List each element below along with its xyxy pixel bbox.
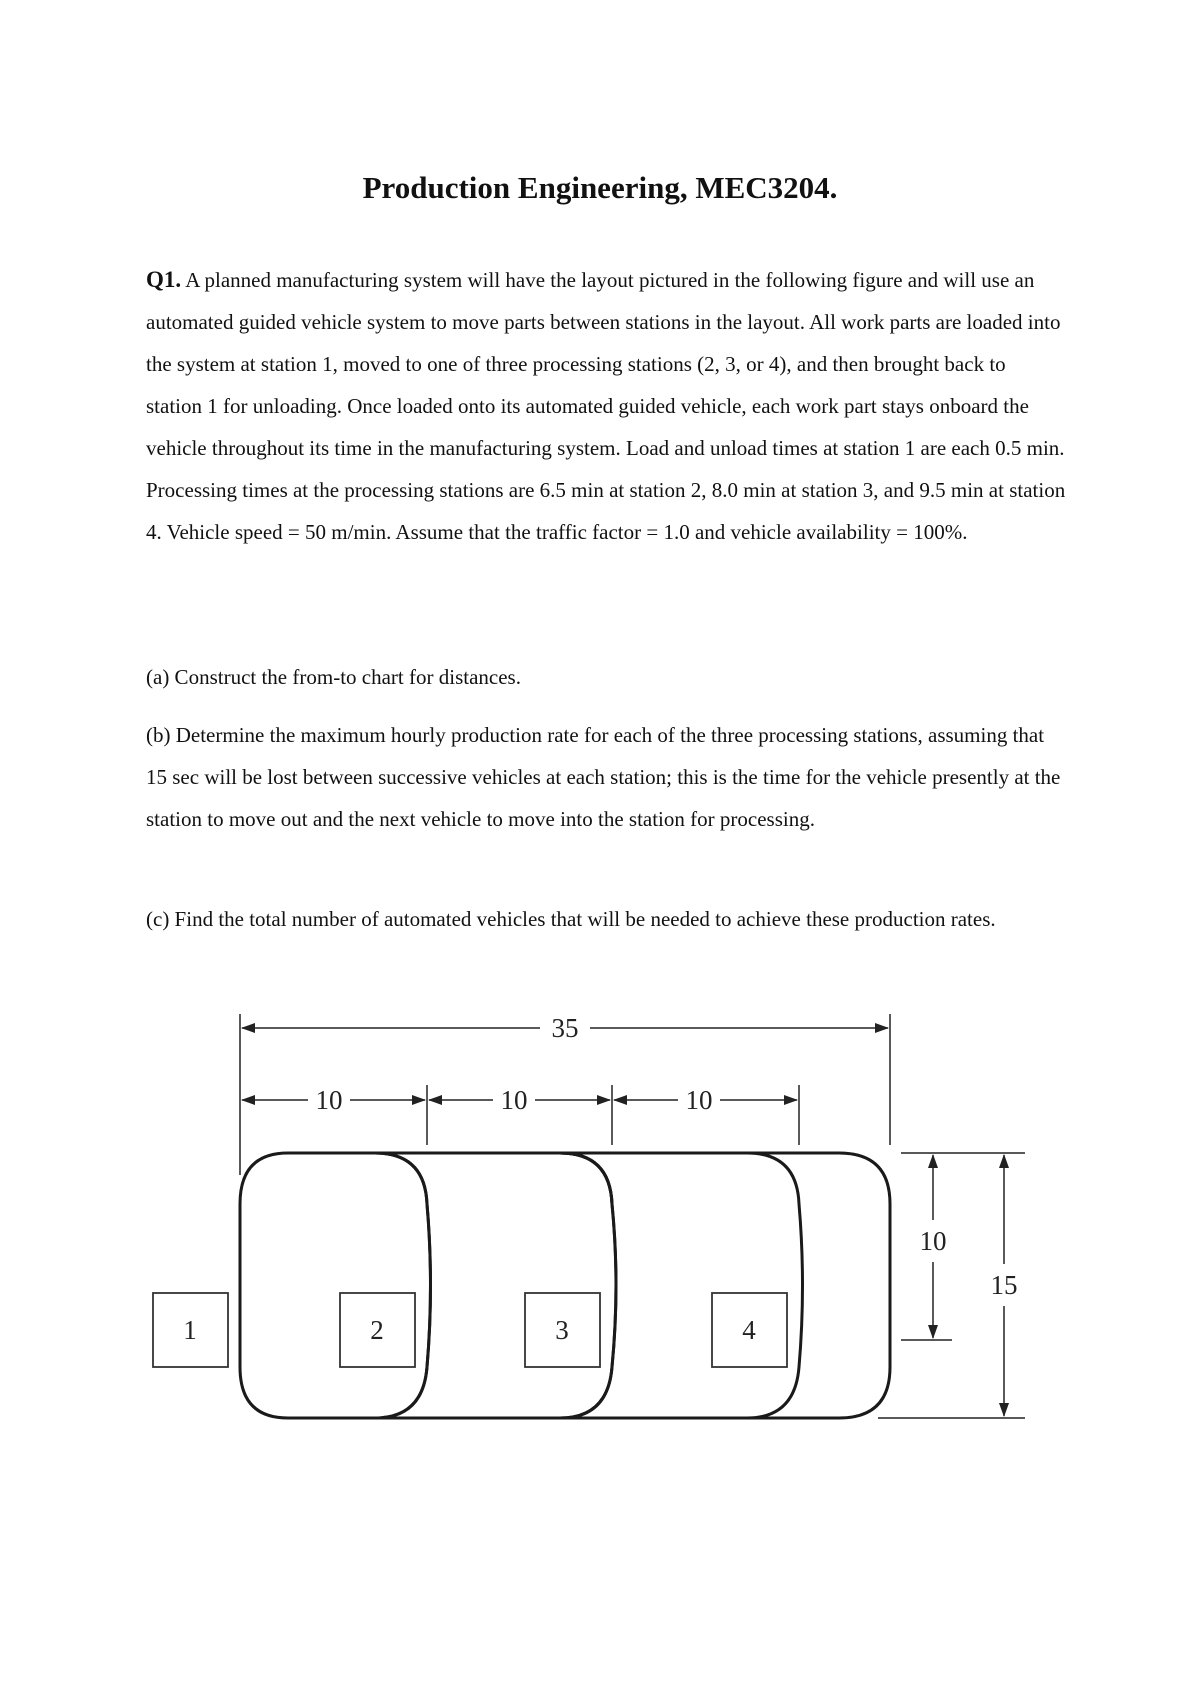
dim-total-width-label: 35 <box>551 1013 579 1043</box>
guide-path-loop-4 <box>635 1153 890 1418</box>
dim-inner-height-label: 10 <box>919 1226 947 1256</box>
guide-path-divider-4 <box>747 1153 803 1418</box>
guide-path-divider-3 <box>560 1153 616 1418</box>
guide-path-divider-2 <box>375 1153 431 1418</box>
station-boxes <box>153 1293 787 1367</box>
dim-outer-height-label: 15 <box>990 1270 1018 1300</box>
part-b-text: (b) Determine the maximum hourly production rate for each of the three processing stations, assuming that 15 sec will be lost between successive vehicles at each station; this is the time for the vehicle presently at the station to move out and the next vehicle to move into the station for processing. <box>146 723 1061 831</box>
question-text: A planned manufacturing system will have the layout pictured in the following figure and will use an automated guided vehicle system to move parts between stations in the layout. All work parts are loaded into the system at station 1, moved to one of three processing stations (2, 3, or 4), and then brought back to station 1 for unloading. Once loaded onto its automated guided vehicle, each work part stays onboard the vehicle throughout its time in the manufacturing system. Load and unload times at station 1 are each 0.5 min. Processing times at the processing stations are 6.5 min at station 2, 8.0 min at station 3, and 9.5 min at station 4. Vehicle speed = 50 m/min. Assume that the traffic factor = 1.0 and vehicle availability = 100%. <box>146 268 1066 544</box>
guide-path-loop-2 <box>350 1153 431 1418</box>
station-label-4: 4 <box>742 1315 756 1345</box>
station-label-1: 1 <box>183 1315 197 1345</box>
dim-segment-2-label: 10 <box>500 1085 528 1115</box>
question-label: Q1. <box>146 267 182 292</box>
station-label-3: 3 <box>555 1315 569 1345</box>
dim-segment-1-label: 10 <box>315 1085 343 1115</box>
part-a-text: (a) Construct the from-to chart for distances. <box>146 665 521 689</box>
station-label-2: 2 <box>370 1315 384 1345</box>
part-c-text: (c) Find the total number of automated vehicles that will be needed to achieve these production rates. <box>146 907 996 931</box>
dim-segment-3-label: 10 <box>685 1085 713 1115</box>
page-title: Production Engineering, MEC3204. <box>362 170 838 205</box>
guide-path-loop-3 <box>450 1153 616 1418</box>
guide-path-loops <box>240 1153 890 1418</box>
